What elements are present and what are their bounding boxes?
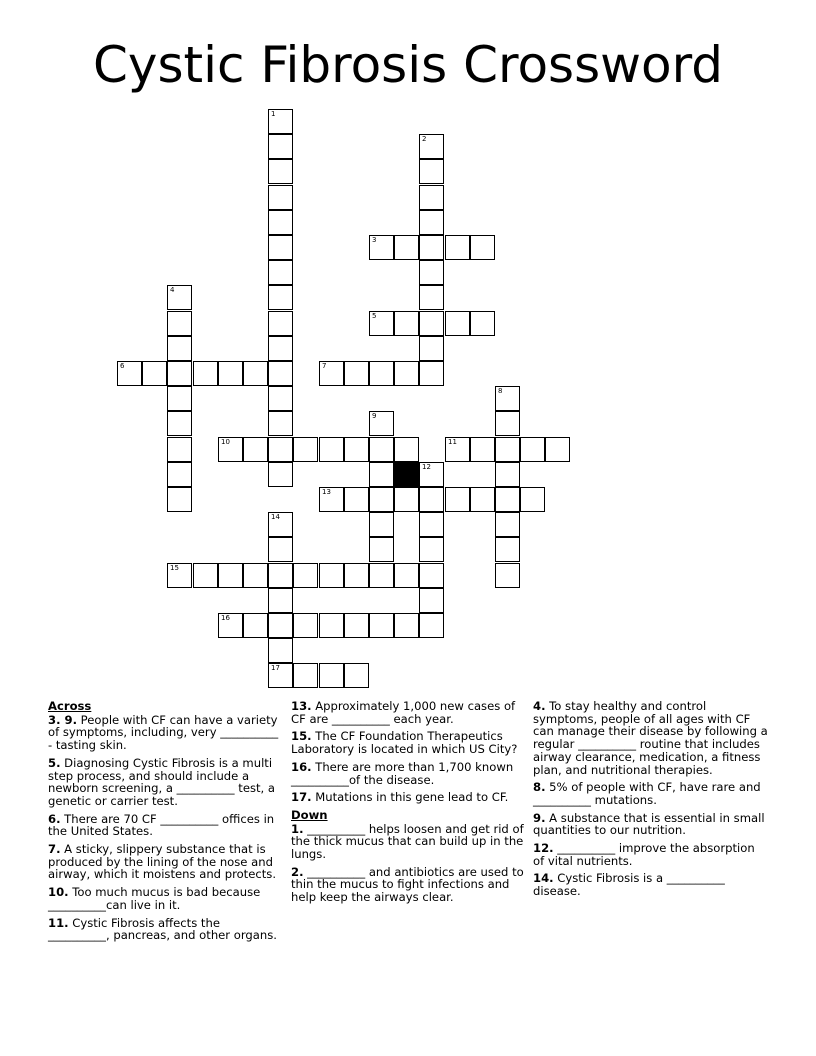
clue-number-label: 12 [422,463,431,471]
grid-cell[interactable] [268,613,293,638]
grid-cell[interactable] [167,487,192,512]
grid-cell[interactable] [243,613,268,638]
clue-number-label: 13 [322,488,331,496]
grid-cell[interactable] [495,462,520,487]
grid-cell[interactable] [293,663,318,688]
grid-cell[interactable] [268,185,293,210]
grid-cell[interactable] [495,512,520,537]
grid-cell[interactable] [268,588,293,613]
clue-number: 15. [291,729,312,744]
grid-cell[interactable] [218,613,243,638]
grid-cell[interactable] [319,563,344,588]
black-cell [394,462,419,487]
clue-text: Cystic Fibrosis is a __________ disease. [533,871,725,899]
clue-number: 11. [48,915,69,930]
grid-cell[interactable] [394,563,419,588]
grid-cell[interactable] [268,411,293,436]
grid-cell[interactable] [419,185,444,210]
clue-number: 3. 9. [48,712,77,727]
grid-cell[interactable] [369,437,394,462]
grid-cell[interactable] [470,437,495,462]
grid-cell[interactable] [545,437,570,462]
clue-number-label: 17 [271,664,280,672]
clue-number-label: 10 [221,438,230,446]
clue-text: Mutations in this gene lead to CF. [315,790,509,805]
grid-cell[interactable] [419,311,444,336]
clue-number: 2. [291,864,304,879]
clue-across-15 [291,730,527,755]
grid-cell[interactable] [445,311,470,336]
grid-cell[interactable] [167,411,192,436]
grid-cell[interactable] [268,159,293,184]
clue-number-label: 6 [120,362,125,370]
clue-down-9 [533,812,769,837]
grid-cell[interactable] [470,311,495,336]
clue-text: People with CF can have a variety of symptoms, including, very __________ - tasting skin. [48,712,279,753]
grid-cell[interactable] [419,487,444,512]
grid-cell[interactable] [495,537,520,562]
grid-cell[interactable] [369,361,394,386]
grid-cell[interactable] [319,613,344,638]
grid-cell[interactable] [419,588,444,613]
clue-number: 1. [291,821,304,836]
clue-number-label: 11 [448,438,457,446]
grid-cell[interactable] [419,563,444,588]
clue-number: 16. [291,759,312,774]
clue-number: 7. [48,842,61,857]
grid-cell[interactable] [369,235,394,260]
grid-cell[interactable] [369,537,394,562]
clue-text: The CF Foundation Therapeutics Laboratory is located in which US City? [291,729,518,757]
grid-cell[interactable] [218,361,243,386]
grid-cell[interactable] [167,311,192,336]
grid-cell[interactable] [193,361,218,386]
grid-cell[interactable] [419,512,444,537]
grid-cell[interactable] [394,437,419,462]
grid-cell[interactable] [243,563,268,588]
grid-cell[interactable] [394,361,419,386]
clue-number: 8. [533,780,546,795]
clue-number: 10. [48,885,69,900]
clue-column-1 [48,700,284,947]
grid-cell[interactable] [495,563,520,588]
grid-cell[interactable] [344,563,369,588]
clue-number-label: 15 [170,564,179,572]
grid-cell[interactable] [520,487,545,512]
clue-across-17 [291,791,527,804]
clue-across-3-9 [48,714,284,752]
grid-cell[interactable] [419,462,444,487]
grid-cell[interactable] [268,386,293,411]
grid-cell[interactable] [369,613,394,638]
clue-number-label: 3 [372,236,377,244]
clue-text: __________ improve the absorption of vital nutrients. [533,841,755,868]
grid-cell[interactable] [419,361,444,386]
grid-cell[interactable] [319,437,344,462]
clue-across-5 [48,757,284,808]
clue-number: 6. [48,811,61,826]
grid-cell[interactable] [369,462,394,487]
grid-cell[interactable] [243,437,268,462]
clue-across-6 [48,813,284,838]
clue-number: 17. [291,790,312,805]
grid-cell[interactable] [394,613,419,638]
grid-cell[interactable] [193,563,218,588]
page-title: Cystic Fibrosis Crossword [92,36,724,94]
clue-text: To stay healthy and control symptoms, people of all ages with CF can manage their disease by following a regular __________ routine that includes airway clearance, medication, a fitness plan, and nutritional therapies. [533,699,768,777]
grid-cell[interactable] [167,336,192,361]
clue-text: Cystic Fibrosis affects the __________, pancreas, and other organs. [48,915,277,943]
clue-number-label: 5 [372,312,377,320]
clue-number: 14. [533,871,554,886]
clue-across-11 [48,917,284,942]
clue-across-16 [291,761,527,786]
grid-cell[interactable] [293,613,318,638]
grid-cell[interactable] [319,487,344,512]
clue-text: __________ and antibiotics are used to thin the mucus to fight infections and help keep the airways clear. [291,864,524,905]
clue-down-1 [291,823,527,861]
grid-cell[interactable] [268,235,293,260]
grid-cell[interactable] [495,386,520,411]
clue-text: A sticky, slippery substance that is produced by the lining of the nose and airway, which it moistens and protects. [48,842,277,882]
grid-cell[interactable] [142,361,167,386]
clue-down-4 [533,700,769,776]
grid-cell[interactable] [520,437,545,462]
grid-cell[interactable] [117,361,142,386]
clue-across-7 [48,843,284,881]
clue-text: Too much mucus is bad because __________can live in it. [48,885,261,912]
clue-text: There are more than 1,700 known __________of the disease. [291,759,514,787]
grid-cell[interactable] [268,563,293,588]
across-heading: Across [48,699,92,713]
down-heading: Down [291,807,328,822]
grid-cell[interactable] [419,159,444,184]
grid-cell[interactable] [268,285,293,310]
clue-number: 4. [533,699,546,713]
grid-cell[interactable] [369,563,394,588]
grid-cell[interactable] [445,235,470,260]
grid-cell[interactable] [243,361,268,386]
grid-cell[interactable] [268,336,293,361]
clue-text: 5% of people with CF, have rare and __________ mutations. [533,780,761,807]
clue-number: 12. [533,841,554,856]
clue-number-label: 14 [271,513,280,521]
clue-number: 9. [533,810,546,825]
grid-cell[interactable] [419,235,444,260]
grid-cell[interactable] [419,285,444,310]
grid-cell[interactable] [268,663,293,688]
grid-cell[interactable] [268,311,293,336]
grid-cell[interactable] [419,210,444,235]
grid-cell[interactable] [268,109,293,134]
clue-number-label: 9 [372,412,377,420]
grid-cell[interactable] [495,487,520,512]
grid-cell[interactable] [419,537,444,562]
clue-number: 13. [291,699,312,713]
grid-cell[interactable] [344,361,369,386]
grid-cell[interactable] [268,512,293,537]
grid-cell[interactable] [268,210,293,235]
clue-across-10 [48,886,284,911]
clue-down-8 [533,781,769,806]
clue-down-14 [533,872,769,897]
clue-across-13 [291,700,527,725]
clue-text: __________ helps loosen and get rid of the thick mucus that can build up in the lungs. [291,821,524,862]
grid-cell[interactable] [167,437,192,462]
clue-text: Approximately 1,000 new cases of CF are __________ each year. [291,699,516,726]
clue-number-label: 1 [271,110,276,118]
grid-cell[interactable] [419,260,444,285]
grid-cell[interactable] [369,512,394,537]
clue-column-2 [291,700,527,909]
grid-cell[interactable] [268,260,293,285]
grid-cell[interactable] [268,638,293,663]
grid-cell[interactable] [470,487,495,512]
grid-cell[interactable] [268,462,293,487]
grid-cell[interactable] [218,563,243,588]
grid-cell[interactable] [445,487,470,512]
grid-cell[interactable] [344,663,369,688]
grid-cell[interactable] [495,411,520,436]
clue-number-label: 2 [422,135,427,143]
grid-cell[interactable] [167,285,192,310]
grid-cell[interactable] [167,361,192,386]
clue-text: Diagnosing Cystic Fibrosis is a multi step process, and should include a newborn screening, a __________ test, a genetic or carrier test. [48,755,276,808]
grid-cell[interactable] [268,437,293,462]
grid-cell[interactable] [394,235,419,260]
grid-cell[interactable] [394,311,419,336]
clue-number: 5. [48,755,61,770]
grid-cell[interactable] [344,487,369,512]
grid-cell[interactable] [470,235,495,260]
grid-cell[interactable] [218,437,243,462]
grid-cell[interactable] [319,663,344,688]
grid-cell[interactable] [445,437,470,462]
grid-cell[interactable] [369,411,394,436]
clue-number-label: 7 [322,362,327,370]
grid-cell[interactable] [167,563,192,588]
clue-column-3 [533,700,769,903]
grid-cell[interactable] [394,487,419,512]
grid-cell[interactable] [293,437,318,462]
grid-cell[interactable] [319,361,344,386]
grid-cell[interactable] [167,462,192,487]
clue-down-12 [533,842,769,867]
clue-down-2 [291,866,527,904]
clue-text: A substance that is essential in small quantities to our nutrition. [533,810,765,838]
clue-number-label: 8 [498,387,503,395]
clue-number-label: 4 [170,286,175,294]
grid-cell[interactable] [268,134,293,159]
grid-cell[interactable] [167,386,192,411]
grid-cell[interactable] [268,361,293,386]
grid-cell[interactable] [369,311,394,336]
grid-cell[interactable] [419,336,444,361]
grid-cell[interactable] [268,537,293,562]
grid-cell[interactable] [419,613,444,638]
clue-text: There are 70 CF __________ offices in the United States. [48,811,275,839]
grid-cell[interactable] [369,487,394,512]
grid-cell[interactable] [344,437,369,462]
clue-number-label: 16 [221,614,230,622]
grid-cell[interactable] [419,134,444,159]
grid-cell[interactable] [495,437,520,462]
grid-cell[interactable] [293,563,318,588]
grid-cell[interactable] [344,613,369,638]
